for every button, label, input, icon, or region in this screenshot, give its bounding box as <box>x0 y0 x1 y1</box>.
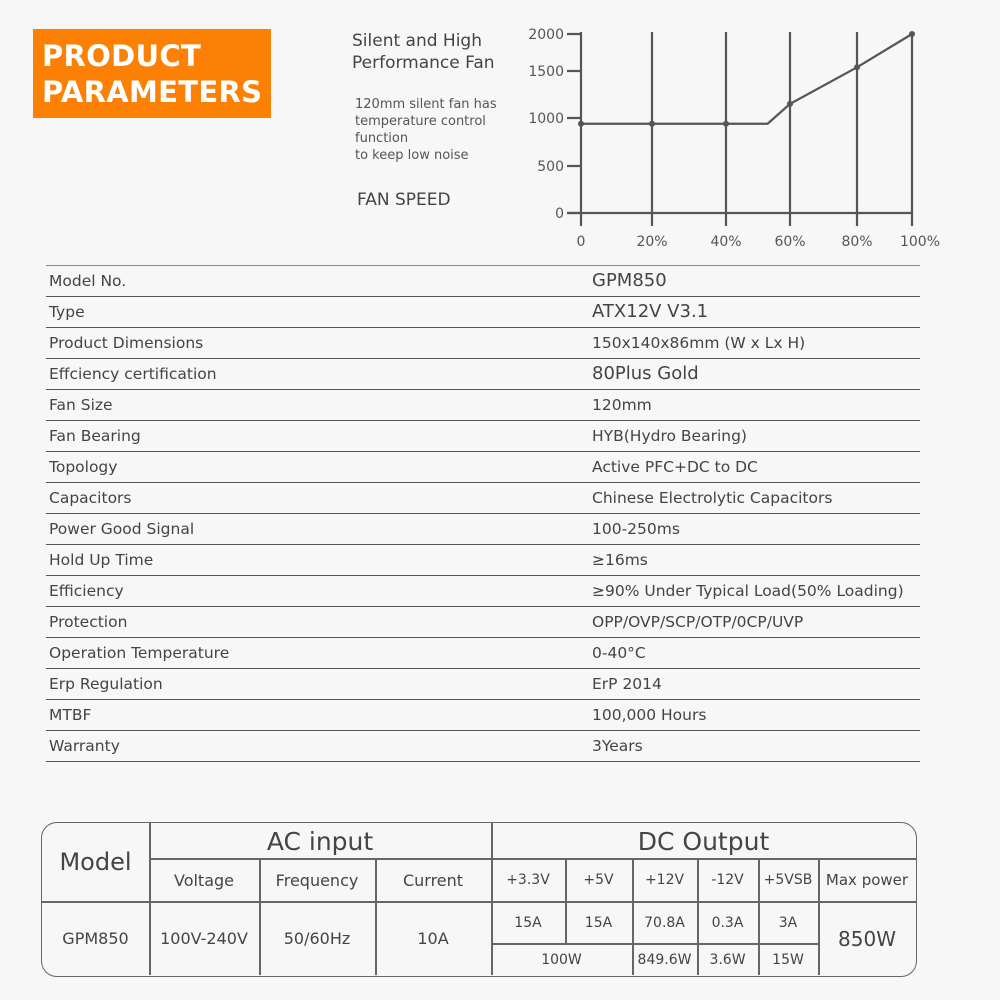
product-parameters-badge <box>33 29 271 118</box>
model-value: GPM850 <box>62 929 129 948</box>
fan-speed-chart <box>520 20 960 260</box>
spec-row <box>46 265 920 297</box>
spec-value: 3Years <box>592 737 643 755</box>
spec-value: ATX12V V3.1 <box>592 301 709 322</box>
model-header: Model <box>59 848 132 876</box>
fan-description <box>355 96 525 164</box>
badge-line-2: PARAMETERS <box>42 75 263 109</box>
chart-x-tick-label: 40% <box>710 234 742 250</box>
spec-label: Efficiency <box>49 582 124 600</box>
spec-value: ≥16ms <box>592 551 648 569</box>
fan-title-line-1: Silent and High <box>352 31 482 51</box>
ac-input-header: AC input <box>266 826 374 856</box>
ac-col-current: Current <box>402 870 464 890</box>
spec-label: Type <box>49 303 85 321</box>
spec-value: Active PFC+DC to DC <box>592 458 758 476</box>
chart-y-ticks <box>528 27 581 222</box>
chart-x-tick-label: 80% <box>841 234 873 250</box>
chart-x-tick-label: 60% <box>774 234 806 250</box>
spec-row <box>46 607 920 638</box>
spec-row <box>46 452 920 483</box>
spec-label: Power Good Signal <box>49 520 195 538</box>
spec-row <box>46 638 920 669</box>
dc-col-5vsb: +5VSB <box>763 872 813 888</box>
dc-neg12v-current: 0.3A <box>711 914 744 931</box>
chart-y-tick-label: 1000 <box>528 111 564 127</box>
fan-speed-label: FAN SPEED <box>357 190 451 210</box>
spec-row <box>46 576 920 607</box>
spec-row <box>46 390 920 421</box>
spec-row <box>46 483 920 514</box>
dc-5vsb-current: 3A <box>778 914 798 931</box>
spec-value: 150x140x86mm (W x Lx H) <box>592 334 806 352</box>
chart-data-point <box>909 31 915 37</box>
dc-12v-current: 70.8A <box>644 914 685 931</box>
max-power-value: 850W <box>838 926 896 951</box>
dc-3v3-5v-combined-watts: 100W <box>541 951 582 968</box>
spec-row <box>46 328 920 359</box>
fan-title <box>352 30 495 74</box>
spec-value: ≥90% Under Typical Load(50% Loading) <box>592 582 904 600</box>
chart-data-point <box>578 121 584 127</box>
dc-col-3v3: +3.3V <box>506 872 550 888</box>
chart-x-ticks <box>577 234 940 250</box>
fan-desc-line: function <box>355 131 409 146</box>
dc-3v3-current: 15A <box>514 914 542 931</box>
spec-value: 100-250ms <box>592 520 680 538</box>
spec-label: Operation Temperature <box>49 644 230 662</box>
power-table <box>41 822 917 977</box>
spec-value: OPP/OVP/SCP/OTP/0CP/UVP <box>592 613 804 631</box>
spec-row <box>46 700 920 731</box>
spec-label: MTBF <box>49 706 92 724</box>
spec-label: Protection <box>49 613 128 631</box>
chart-x-tick-label: 0 <box>576 234 586 250</box>
chart-x-tick-label: 100% <box>899 234 941 250</box>
fan-curve-points <box>578 31 915 127</box>
spec-value: 120mm <box>592 396 652 414</box>
spec-label: Effciency certification <box>49 365 217 383</box>
dc-col-12v: +12V <box>644 872 685 888</box>
ac-col-frequency: Frequency <box>275 870 359 890</box>
ac-current-value: 10A <box>417 929 449 948</box>
spec-row <box>46 669 920 700</box>
spec-value: ErP 2014 <box>592 675 662 693</box>
dc-col-5v: +5V <box>583 872 614 888</box>
chart-y-tick-label: 2000 <box>528 27 564 43</box>
fan-curve-line <box>581 34 912 124</box>
dc-output-header: DC Output <box>637 826 770 856</box>
spec-label: Product Dimensions <box>49 334 204 352</box>
dc-5v-current: 15A <box>584 914 613 931</box>
dc-5vsb-watts: 15W <box>772 951 804 968</box>
spec-row <box>46 359 920 390</box>
chart-x-tick-label: 20% <box>636 234 668 250</box>
spec-row <box>46 297 920 328</box>
fan-desc-line: to keep low noise <box>355 148 469 163</box>
spec-label: Fan Size <box>49 396 113 414</box>
spec-label: Erp Regulation <box>49 675 163 693</box>
dc-12v-watts: 849.6W <box>637 951 692 968</box>
ac-col-voltage: Voltage <box>173 870 234 890</box>
fan-title-line-2: Performance Fan <box>352 53 495 73</box>
spec-label: Topology <box>49 458 118 476</box>
spec-value: 0-40°C <box>592 644 646 662</box>
spec-value: GPM850 <box>592 270 667 291</box>
fan-desc-line: 120mm silent fan has <box>355 97 497 112</box>
spec-value: 80Plus Gold <box>592 363 699 384</box>
dc-neg12v-watts: 3.6W <box>709 951 746 968</box>
spec-row <box>46 421 920 452</box>
spec-row <box>46 514 920 545</box>
spec-value: Chinese Electrolytic Capacitors <box>592 489 833 507</box>
chart-data-point <box>854 64 860 70</box>
spec-value: HYB(Hydro Bearing) <box>592 427 747 445</box>
fan-desc-line: temperature control <box>355 114 486 129</box>
ac-voltage-value: 100V-240V <box>160 929 248 948</box>
spec-value: 100,000 Hours <box>592 706 707 724</box>
dc-col-max-power: Max power <box>825 871 909 889</box>
spec-label: Fan Bearing <box>49 427 141 445</box>
badge-line-1: PRODUCT <box>42 39 202 73</box>
dc-col-neg12v: -12V <box>711 872 744 888</box>
spec-row <box>46 731 920 762</box>
chart-y-tick-label: 0 <box>555 206 564 222</box>
ac-frequency-value: 50/60Hz <box>283 929 351 948</box>
spec-row <box>46 545 920 576</box>
chart-y-tick-label: 500 <box>537 159 564 175</box>
spec-label: Capacitors <box>49 489 132 507</box>
chart-data-point <box>723 121 729 127</box>
chart-data-point <box>649 121 655 127</box>
chart-grid <box>567 32 912 226</box>
spec-label: Hold Up Time <box>49 551 154 569</box>
spec-label: Model No. <box>49 272 127 290</box>
spec-label: Warranty <box>49 737 120 755</box>
chart-data-point <box>787 101 793 107</box>
chart-y-tick-label: 1500 <box>528 64 564 80</box>
